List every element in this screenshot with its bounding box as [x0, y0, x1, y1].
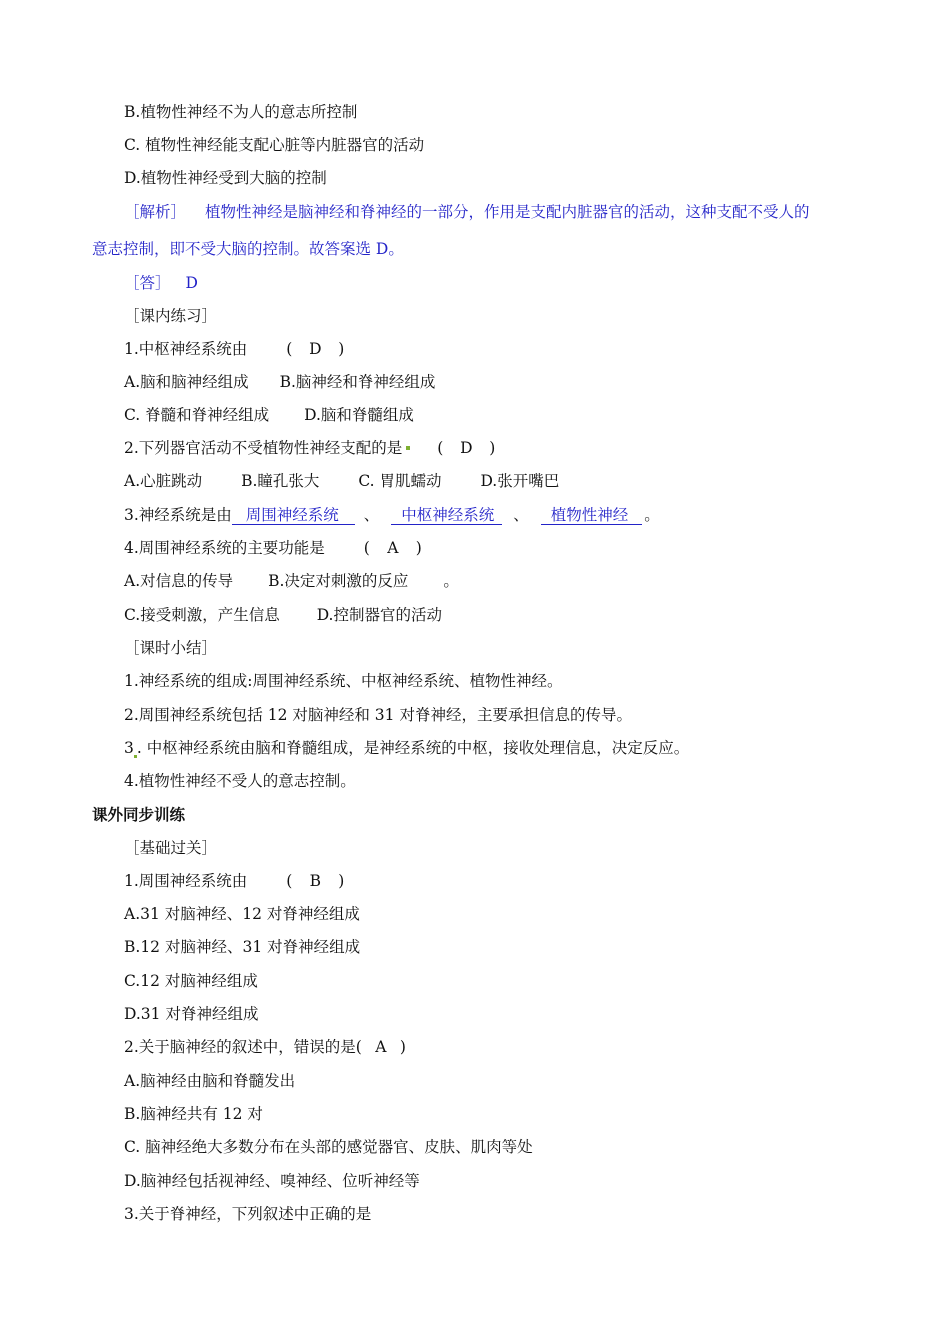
training-q2: 2.关于脑神经的叙述中，错误的是( A ): [124, 1038, 406, 1056]
practice-q3-blank-2: 中枢神经系统: [391, 506, 502, 525]
summary-item-3: 3 . 中枢神经系统由脑和脊髓组成，是神经系统的中枢，接收处理信息，决定反应。: [124, 739, 690, 757]
practice-heading: ［课内练习］: [124, 307, 218, 325]
training-q2-stem: 2.关于脑神经的叙述中，错误的是: [124, 1038, 356, 1056]
practice-q1-options-cd: [124, 405, 414, 425]
answer-label: ［答］: [124, 274, 171, 292]
training-q1-answer: B: [309, 872, 321, 890]
practice-q1-options-ab: [124, 372, 435, 392]
training-q1-option-d: D.31 对脊神经组成: [124, 1005, 259, 1023]
practice-q2-option-b: B.瞳孔张大: [241, 472, 320, 490]
summary-item-2: 2.周围神经系统包括 12 对脑神经和 31 对脊神经，主要承担信息的传导。: [124, 706, 632, 724]
practice-q3-blank-3: 植物性神经: [541, 506, 643, 525]
training-q2-option-c: C. 脑神经绝大多数分布在头部的感觉器官、皮肤、肌肉等处: [124, 1138, 533, 1156]
practice-q1-option-c: C. 脊髓和脊神经组成: [124, 406, 270, 424]
practice-q1-stem: 1.中枢神经系统由: [124, 340, 248, 358]
practice-q1-option-a: A.脑和脑神经组成: [124, 373, 249, 391]
review-option-c: C. 植物性神经能支配心脏等内脏器官的活动: [124, 136, 425, 154]
answer-line: [124, 273, 198, 293]
practice-q4-options-cd: [124, 605, 442, 625]
training-q3: 3.关于脊神经，下列叙述中正确的是: [124, 1205, 372, 1223]
training-title: 课外同步训练: [92, 806, 186, 824]
training-q1-option-b: B.12 对脑神经、31 对脊神经组成: [124, 938, 361, 956]
practice-q1-option-b: B.脑神经和脊神经组成: [279, 373, 436, 391]
analysis-label: ［解析］: [124, 203, 187, 221]
training-q1: 1.周围神经系统由 ( B ): [124, 872, 345, 890]
practice-q4-answer: A: [387, 539, 399, 557]
practice-q3-stem: 3.神经系统是由: [124, 506, 232, 524]
answer-value: D: [185, 274, 198, 292]
practice-q3-blank-1: 周围神经系统: [232, 506, 355, 525]
summary-item-4: 4.植物性神经不受人的意志控制。: [124, 772, 356, 790]
review-option-d: D.植物性神经受到大脑的控制: [124, 169, 327, 187]
summary-heading: ［课时小结］: [124, 639, 218, 657]
training-heading: ［基础过关］: [124, 839, 218, 857]
practice-q2-option-c: C. 胃肌蠕动: [358, 472, 442, 490]
practice-q4: 4.周围神经系统的主要功能是 ( A ): [124, 539, 422, 557]
practice-q4-options-ab: A.对信息的传导 B.决定对刺激的反应 。: [124, 572, 459, 590]
training-q1-option-a: A.31 对脑神经、12 对脊神经组成: [124, 905, 360, 923]
training-q1-option-c: C.12 对脑神经组成: [124, 972, 258, 990]
practice-q2-options: [124, 471, 559, 491]
training-q2-option-d: D.脑神经包括视神经、嗅神经、位听神经等: [124, 1172, 420, 1190]
practice-q4-option-a: A.对信息的传导: [124, 572, 234, 590]
practice-q2-option-a: A.心脏跳动: [124, 472, 203, 490]
practice-q4-stem: 4.周围神经系统的主要功能是: [124, 539, 325, 557]
training-q2-option-a: A.脑神经由脑和脊髓发出: [124, 1072, 296, 1090]
practice-q1-answer: D: [309, 340, 322, 358]
analysis-line-1: [124, 202, 809, 222]
review-option-b: B.植物性神经不为人的意志所控制: [124, 103, 358, 121]
practice-q2: 2.下列器官活动不受植物性神经支配的是 ( D ): [124, 439, 496, 457]
practice-q2-answer: D: [460, 439, 473, 457]
summary-item-1: 1.神经系统的组成:周围神经系统、中枢神经系统、植物性神经。: [124, 672, 563, 690]
practice-q3: 3.神经系统是由 周围神经系统 、 中枢神经系统 、 植物性神经 。: [124, 506, 660, 524]
practice-q1: 1.中枢神经系统由 ( D ): [124, 340, 345, 358]
training-q2-answer: A: [375, 1038, 387, 1056]
practice-q4-option-d: D.控制器官的活动: [316, 606, 442, 624]
training-q2-option-b: B.脑神经共有 12 对: [124, 1105, 263, 1123]
practice-q2-option-d: D.张开嘴巴: [480, 472, 560, 490]
analysis-text-1: 植物性神经是脑神经和脊神经的一部分，作用是支配内脏器官的活动，这种支配不受人的: [204, 203, 810, 221]
practice-q1-option-d: D.脑和脊髓组成: [304, 406, 414, 424]
analysis-line-2: 意志控制，即不受大脑的控制。故答案选 D。: [92, 240, 404, 258]
practice-q2-stem: 2.下列器官活动不受植物性神经支配的是: [124, 439, 403, 457]
practice-q4-option-b: B.决定对刺激的反应: [268, 572, 409, 590]
training-q1-stem: 1.周围神经系统由: [124, 872, 248, 890]
practice-q4-option-c: C.接受刺激，产生信息: [124, 606, 280, 624]
